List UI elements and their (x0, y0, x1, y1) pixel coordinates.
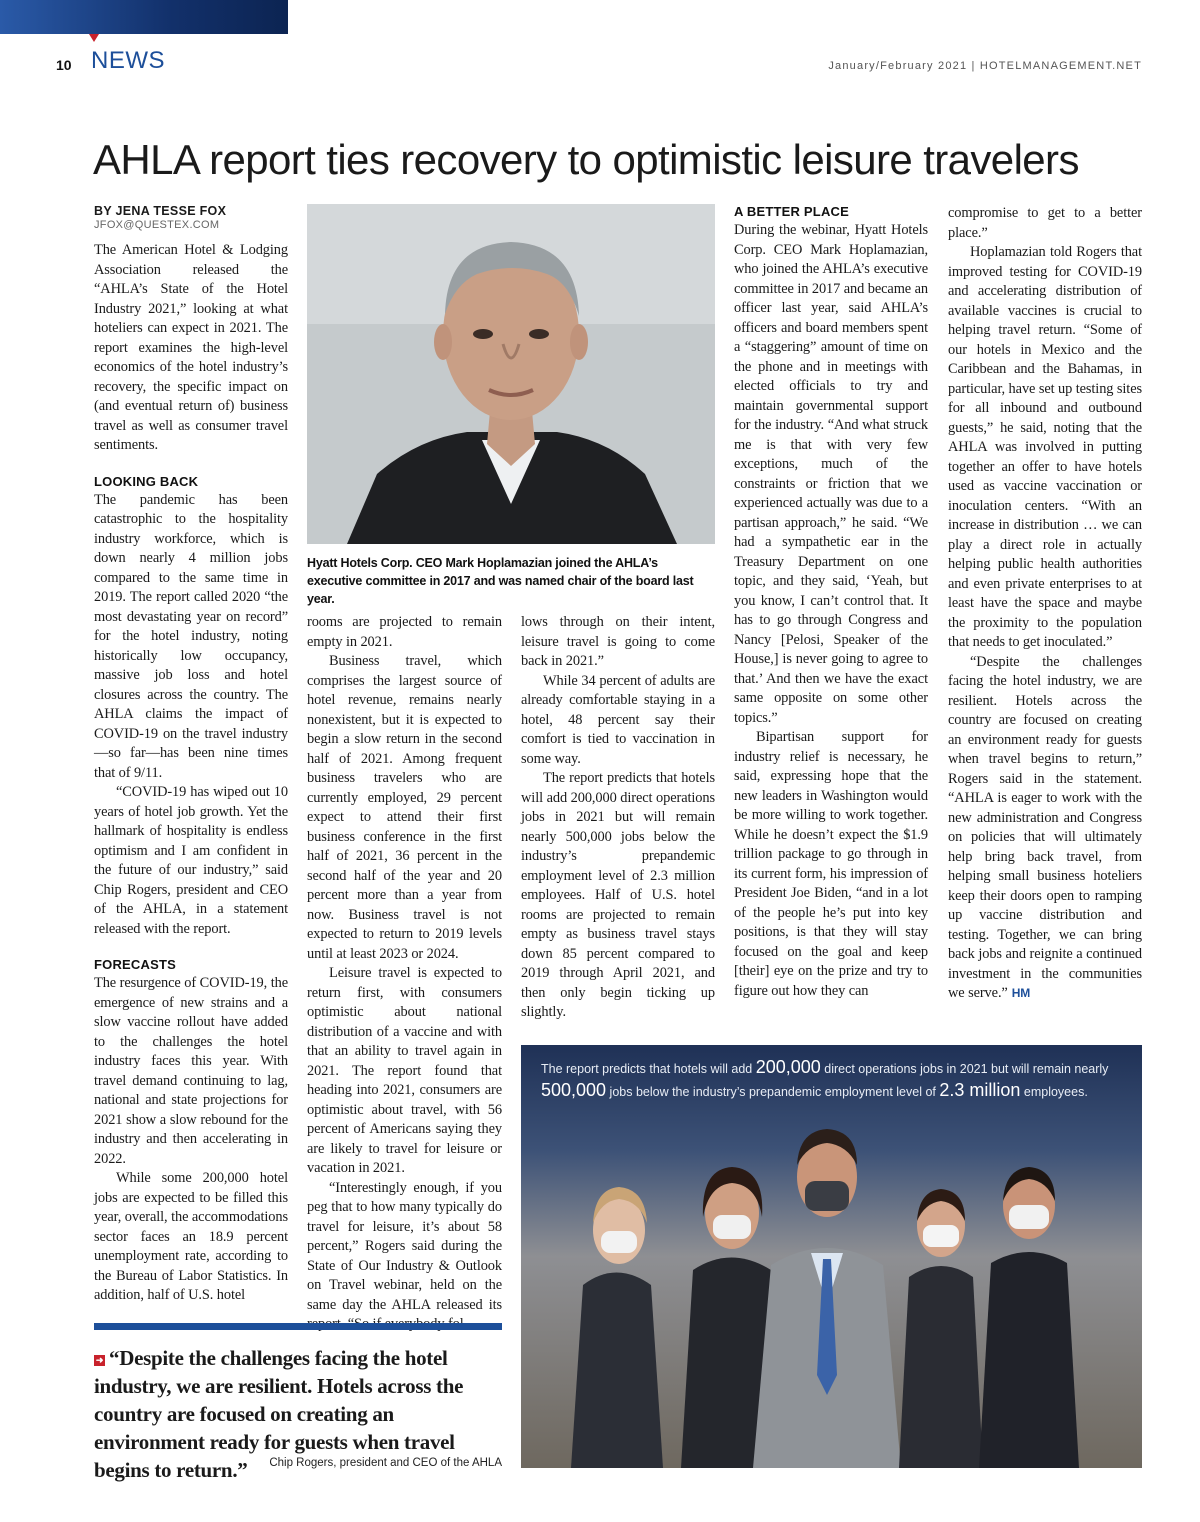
arrow-icon: ➜ (95, 1355, 104, 1365)
article-column-5 (948, 204, 1142, 1004)
paragraph: Business travel, which comprises the largest source of hotel revenue, remains nearly nonexistent, but it is expected to begin a slow return in the second half of 2021. Among frequent business travelers who are currently employed, 29 percent expect to attend their first business conference in the first half of 2021, 36 percent in the second half of the year and 20 percent more than a year from now. Business travel is not expected to return to 2019 levels until at least 2023 or 2024. (307, 653, 502, 962)
paragraph: The report predicts that hotels will add 200,000 direct operations jobs in 2021 but will remain nearly 500,000 jobs below the industry’s prepandemic employment level of 2.3 million employees. Half of U.S. hotel rooms are projected to remain empty as business travel stays down 85 percent compared to 2019 through April 2021, and then only begin ticking up slightly. (521, 770, 715, 1020)
subhead-looking-back: LOOKING BACK (94, 473, 199, 489)
overlay-stat-jobs-below: 500,000 (541, 1080, 607, 1100)
staff-photo (521, 1045, 1142, 1468)
overlay-text: The report predicts that hotels will add (541, 1062, 756, 1076)
paragraph: lows through on their intent, leisure travel is going to come back in 2021.” (521, 614, 715, 669)
page-number: 10 (56, 57, 72, 73)
paragraph (948, 653, 1142, 1004)
paragraph: The American Hotel & Lodging Association released the “AHLA’s State of the Hotel Industry 2021,” looking at what hoteliers can expect in 2021. The report examines the high-level economics of the hotel industry’s recovery, the specific impact on (and eventual return of) business travel as well as consumer travel sentiments. (94, 242, 288, 453)
pull-quote-attribution: Chip Rogers, president and CEO of the AHLA (269, 1457, 502, 1469)
header-color-bar (0, 0, 288, 34)
paragraph: compromise to get to a better place.” (948, 205, 1142, 241)
paragraph: During the webinar, Hyatt Hotels Corp. CEO Mark Hoplamazian, who joined the AHLA’s executive committee in 2017 and became an officer last year, said AHLA’s officers and board members spent a “staggering” amount of time on the phone and in meetings with elected officials to try and maintain governmental support for the industry. “And what struck me is that with very few exceptions, much of the constraints or friction that we experienced actually was due to a partisan approach,” he said. “We had a sympathetic ear in the Treasury Department on one topic, and they said, ‘Yeah, but you know, I can’t control that. It has to go through Congress and Nancy [Pelosi, Speaker of the House,] is never going to agree to that.’ And then we have the exact same opposite on some other topics.” (734, 222, 928, 726)
pull-quote-rule (94, 1323, 502, 1330)
paragraph-text: “Despite the challenges facing the hotel industry, we are resilient. Hotels across the country are focused on creating an environment ready for guests when travel begins to return,” Rogers said in the statement. “AHLA is eager to work with the new administration and Congress on policies that will ultimately help bring back travel, from helping small business hoteliers keep their doors open to ramping up vaccine distribution and testing. Together, we can bring back jobs and reignite a continued investment in the communities we serve.” (948, 653, 1142, 1001)
photo-caption: Hyatt Hotels Corp. CEO Mark Hoplamazian joined the AHLA’s executive committee in 2017 and was named chair of the board last year. (307, 556, 694, 606)
paragraph: While 34 percent of adults are already comfortable staying in a hotel, 48 percent say their comfort is tied to vaccination in some way. (521, 672, 715, 767)
paragraph: The resurgence of COVID-19, the emergence of new strains and a slow vaccine rollout have added to the challenges the hotel industry faces this year. With travel demand continuing to lag, national and state projections for 2021 show a slow rebound for the industry and then accelerating in 2022. (94, 975, 288, 1167)
paragraph: The pandemic has been catastrophic to the hospitality industry workforce, which is down nearly 4 million jobs compared to the same time in 2019. The report called 2020 “the most devastating year on record” for the hotel industry, noting historically low occupancy, massive job loss and hotel closures across the country. The AHLA claims the impact of COVID-19 on the travel industry—so far—has been nine times that of 9/11. (94, 491, 288, 781)
article-column-2 (307, 613, 502, 1335)
photo-overlay-text (541, 1057, 1121, 1103)
byline: BY JENA TESSE FOX (94, 204, 227, 218)
article-column-4 (734, 204, 928, 1001)
staff-illustration (521, 1045, 1142, 1468)
overlay-text: employees. (1020, 1085, 1088, 1099)
overlay-stat-employment-level: 2.3 million (939, 1080, 1021, 1100)
subhead-forecasts: FORECASTS (94, 957, 176, 972)
portrait-photo (307, 204, 715, 544)
pull-quote-text: “Despite the challenges facing the hotel industry, we are resilient. Hotels across the country are focused on creating an environment ready for guests when travel begins to return.” (94, 1346, 464, 1482)
article-column-1 (94, 204, 288, 1306)
section-label: NEWS (91, 47, 165, 74)
article-headline: AHLA report ties recovery to optimistic leisure travelers (93, 136, 1079, 183)
header-marker-triangle (89, 34, 99, 42)
article-column-3 (521, 613, 715, 1023)
paragraph: “Interestingly enough, if you peg that to how many typically do travel for leisure, it’s about 58 percent,” Rogers said during the State of Our Industry & Outlook on Travel webinar, held on the same day the AHLA released its (307, 1179, 502, 1313)
paragraph: “COVID-19 has wiped out 10 years of hotel job growth. Yet the hallmark of hospitality is endless optimism and I am confident in the future of our industry,” said Chip Rogers, president and CEO of the AHLA, in a statement released with the report. (94, 784, 288, 937)
paragraph: rooms are projected to remain empty in 2021. (307, 614, 502, 650)
end-mark: HM (1011, 986, 1031, 1000)
author-email[interactable]: JFOX@QUESTEX.COM (94, 219, 220, 231)
subhead-a-better-place: A BETTER PLACE (734, 204, 849, 219)
paragraph: While some 200,000 hotel jobs are expected to be filled this year, overall, the accommodations sector faces an 18.9 percent unemployment rate, according to the Bureau of Labor Statistics. In addition, half of U.S. hotel (94, 1170, 288, 1303)
overlay-text: direct operations jobs in 2021 but will remain nearly (820, 1062, 1109, 1076)
paragraph: Bipartisan support for industry relief is necessary, he said, expressing hope that the new leaders in Washington would be more willing to work together. While he doesn’t expect the $1.9 trillion package to go through in its current form, his impression of President Joe Biden, “and in a lot of the people he’s put into key positions, is that they will stay focused on the goal and keep [their] eye on the prize and try to figure out how they can (734, 729, 928, 999)
portrait-illustration (307, 204, 715, 544)
overlay-stat-direct-jobs: 200,000 (755, 1057, 821, 1077)
issue-info: January/February 2021 | HOTELMANAGEMENT.NET (828, 60, 1142, 72)
paragraph: Leisure travel is expected to return first, with consumers optimistic about national distribution of a vaccine and with that an ability to travel again in 2021. The report found that heading into 2021, consumers are optimistic about travel, with 56 percent of Americans saying they are likely to travel for leisure or vacation in 2021. (307, 965, 502, 1176)
overlay-text: jobs below the industry’s prepandemic employment level of (606, 1085, 940, 1099)
paragraph: Hoplamazian told Rogers that improved testing for COVID-19 and accelerating distribution of available vaccines is crucial to helping travel return. “Some of our hotels in Mexico and the Caribbean and the Bahamas, in particular, have set up testing sites for all inbound and outbound guests,” he said, noting that the AHLA was involved in putting together an offer to have hotels used as vaccine vaccination or inoculation centers. “With an increase in distribution … we can play a direct role in actually helping public health authorities and even private enterprises to at least have the space and maybe the proximity to the population that needs to get inoculated.” (948, 244, 1142, 650)
